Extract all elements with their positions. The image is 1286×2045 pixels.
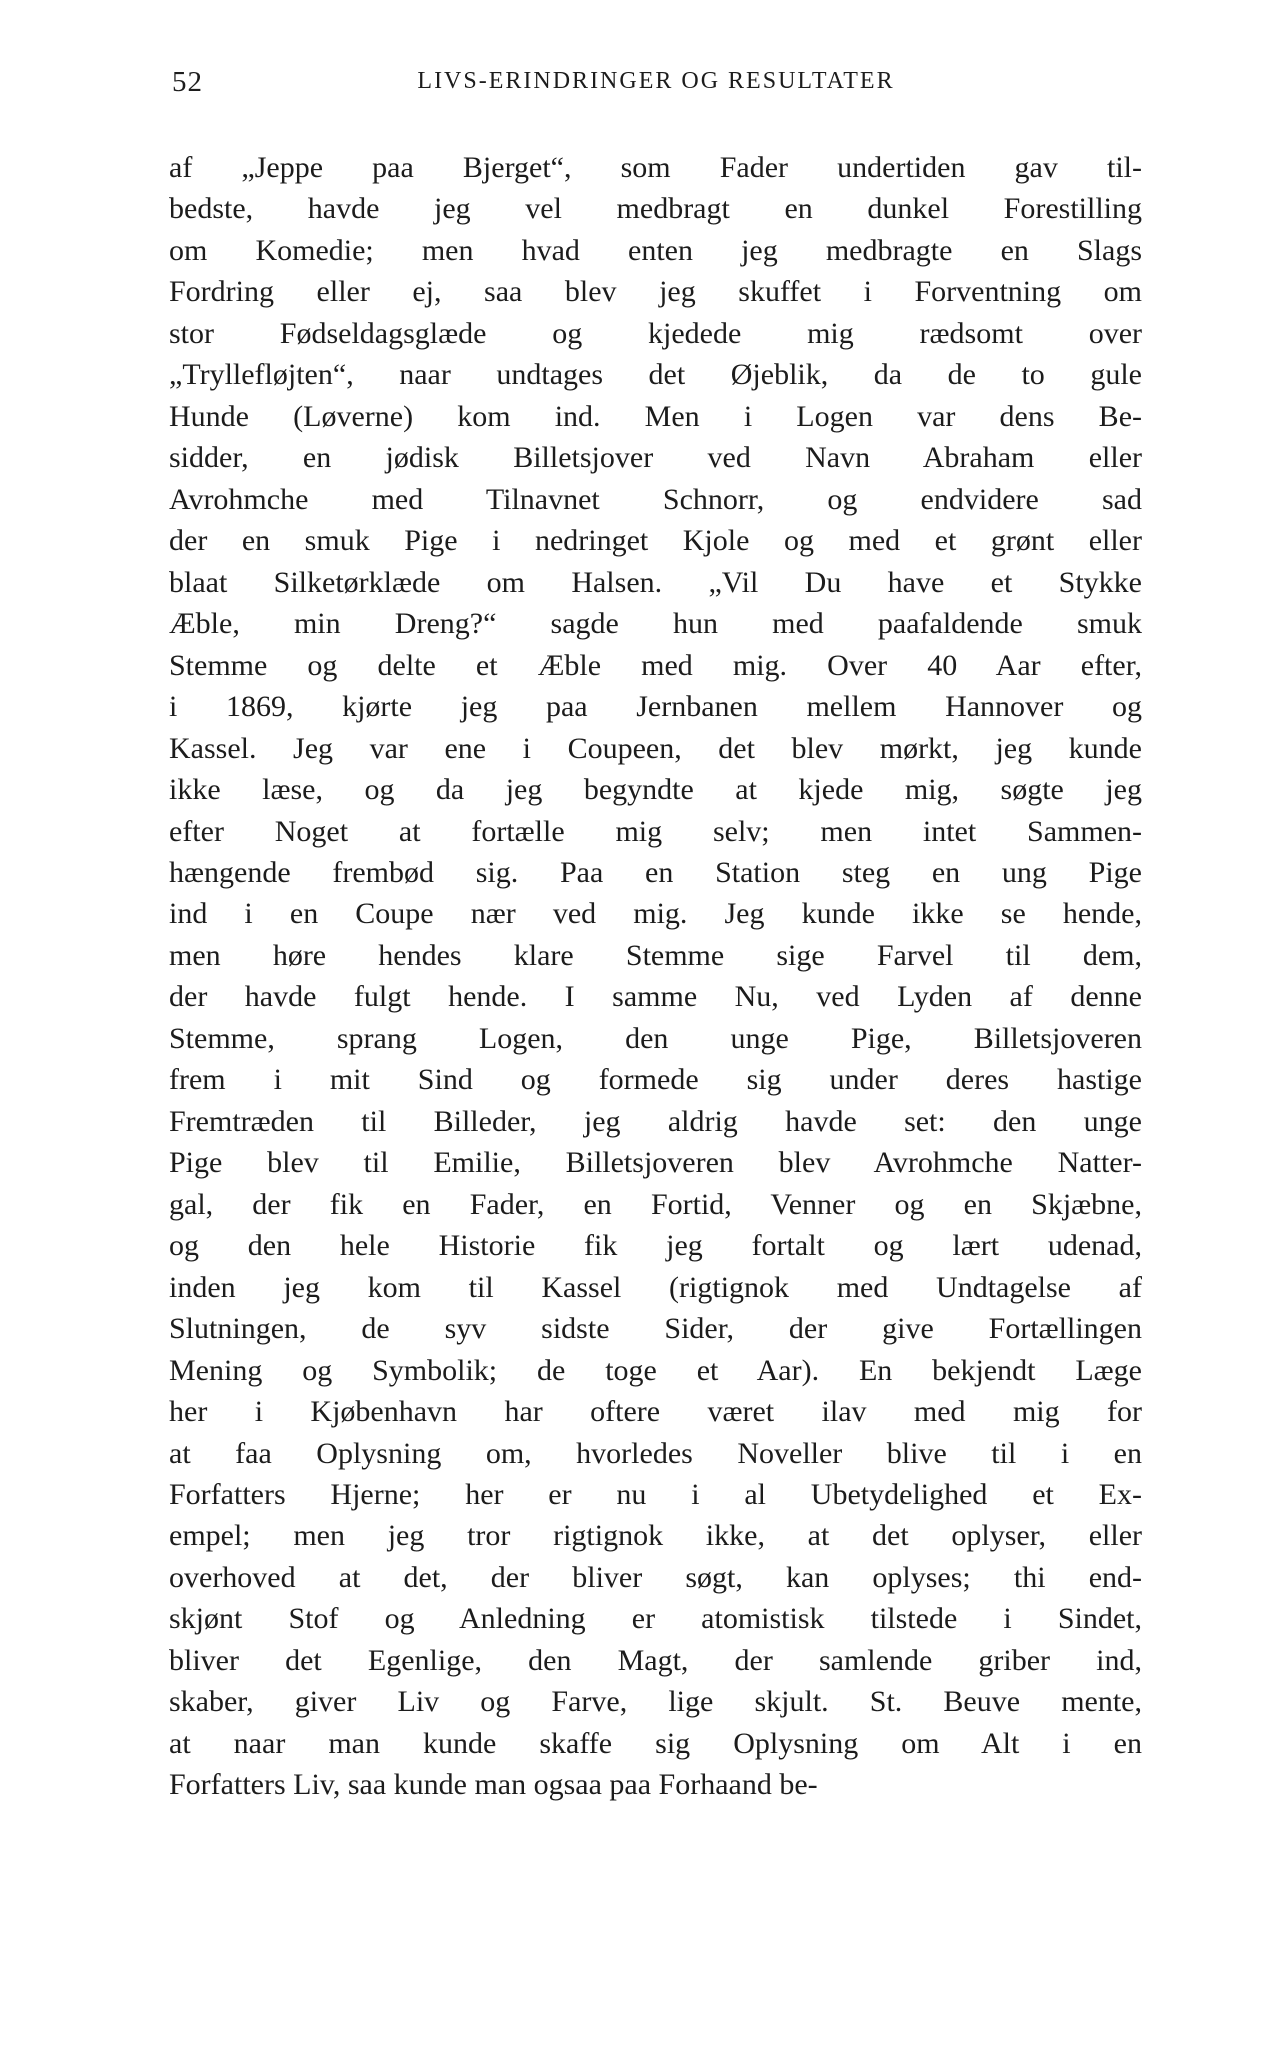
text-line: gal, der fik en Fader, en Fortid, Venner og en Skjæbne, (169, 1187, 1142, 1221)
text-line: empel; men jeg tror rigtignok ikke, at det oplyser, eller (169, 1519, 1142, 1553)
text-line: „Tryllefløjten“, naar undtages det Øjeblik, da de to gule (169, 358, 1142, 392)
text-line: hængende frembød sig. Paa en Station steg en ung Pige (169, 855, 1142, 889)
text-line: inden jeg kom til Kassel (rigtignok med Undtagelse af (169, 1270, 1142, 1304)
text-line: blaat Silketørklæde om Halsen. „Vil Du have et Stykke (169, 565, 1142, 599)
text-line: skjønt Stof og Anledning er atomistisk tilstede i Sindet, (169, 1602, 1142, 1636)
text-line: om Komedie; men hvad enten jeg medbragte en Slags (169, 233, 1142, 267)
text-line: at naar man kunde skaffe sig Oplysning om Alt i en (169, 1726, 1142, 1760)
text-line: ind i en Coupe nær ved mig. Jeg kunde ikke se hende, (169, 897, 1142, 931)
text-line: Hunde (Løverne) kom ind. Men i Logen var dens Be- (169, 399, 1142, 433)
text-line: Slutningen, de syv sidste Sider, der give Fortællingen (169, 1312, 1142, 1346)
text-line: skaber, giver Liv og Farve, lige skjult. St. Beuve mente, (169, 1685, 1142, 1719)
text-line: og den hele Historie fik jeg fortalt og lært udenad, (169, 1229, 1142, 1263)
text-line: Forfatters Hjerne; her er nu i al Ubetydelighed et Ex- (169, 1478, 1142, 1511)
text-line: men høre hendes klare Stemme sige Farvel til dem, (169, 938, 1142, 972)
text-line: ikke læse, og da jeg begyndte at kjede mig, søgte jeg (169, 773, 1142, 807)
running-head: LIVS-ERINDRINGER OG RESULTATER (417, 68, 895, 94)
text-line: frem i mit Sind og formede sig under deres hastige (169, 1063, 1142, 1097)
text-line: her i Kjøbenhavn har oftere været ilav med mig for (169, 1395, 1142, 1429)
text-line: Kassel. Jeg var ene i Coupeen, det blev mørkt, jeg kunde (169, 731, 1142, 765)
text-line: efter Noget at fortælle mig selv; men intet Sammen- (169, 814, 1142, 848)
text-line: af „Jeppe paa Bjerget“, som Fader undertiden gav til- (169, 151, 1142, 184)
page-header (172, 66, 1140, 106)
text-line: Stemme og delte et Æble med mig. Over 40 Aar efter, (169, 648, 1142, 682)
text-line: sidder, en jødisk Billetsjover ved Navn Abraham eller (169, 441, 1142, 475)
text-line: der havde fulgt hende. I samme Nu, ved Lyden af denne (169, 980, 1142, 1014)
text-line: der en smuk Pige i nedringet Kjole og med et grønt eller (169, 524, 1142, 558)
text-line: overhoved at det, der bliver søgt, kan oplyses; thi end- (169, 1560, 1142, 1594)
text-line: i 1869, kjørte jeg paa Jernbanen mellem Hannover og (169, 690, 1142, 724)
text-line: Pige blev til Emilie, Billetsjoveren blev Avrohmche Natter- (169, 1146, 1142, 1180)
text-line: Forfatters Liv, saa kunde man ogsaa paa Forhaand be- (169, 1768, 818, 1802)
text-line: stor Fødseldagsglæde og kjedede mig rædsomt over (169, 316, 1142, 350)
text-line: Stemme, sprang Logen, den unge Pige, Billetsjoveren (169, 1021, 1142, 1055)
text-line: Fremtræden til Billeder, jeg aldrig havde set: den unge (169, 1104, 1142, 1138)
text-line: Avrohmche med Tilnavnet Schnorr, og endvidere sad (169, 482, 1142, 516)
text-line: Æble, min Dreng?“ sagde hun med paafaldende smuk (169, 607, 1142, 641)
text-line: bedste, havde jeg vel medbragt en dunkel Forestilling (169, 192, 1142, 226)
text-line: Mening og Symbolik; de toge et Aar). En bekjendt Læge (169, 1353, 1142, 1387)
page-number: 52 (172, 66, 203, 98)
text-line: Fordring eller ej, saa blev jeg skuffet i Forventning om (169, 275, 1142, 309)
text-line: at faa Oplysning om, hvorledes Noveller blive til i en (169, 1436, 1142, 1470)
text-line: bliver det Egenlige, den Magt, der samlende griber ind, (169, 1643, 1142, 1677)
body-text (169, 147, 1142, 1806)
